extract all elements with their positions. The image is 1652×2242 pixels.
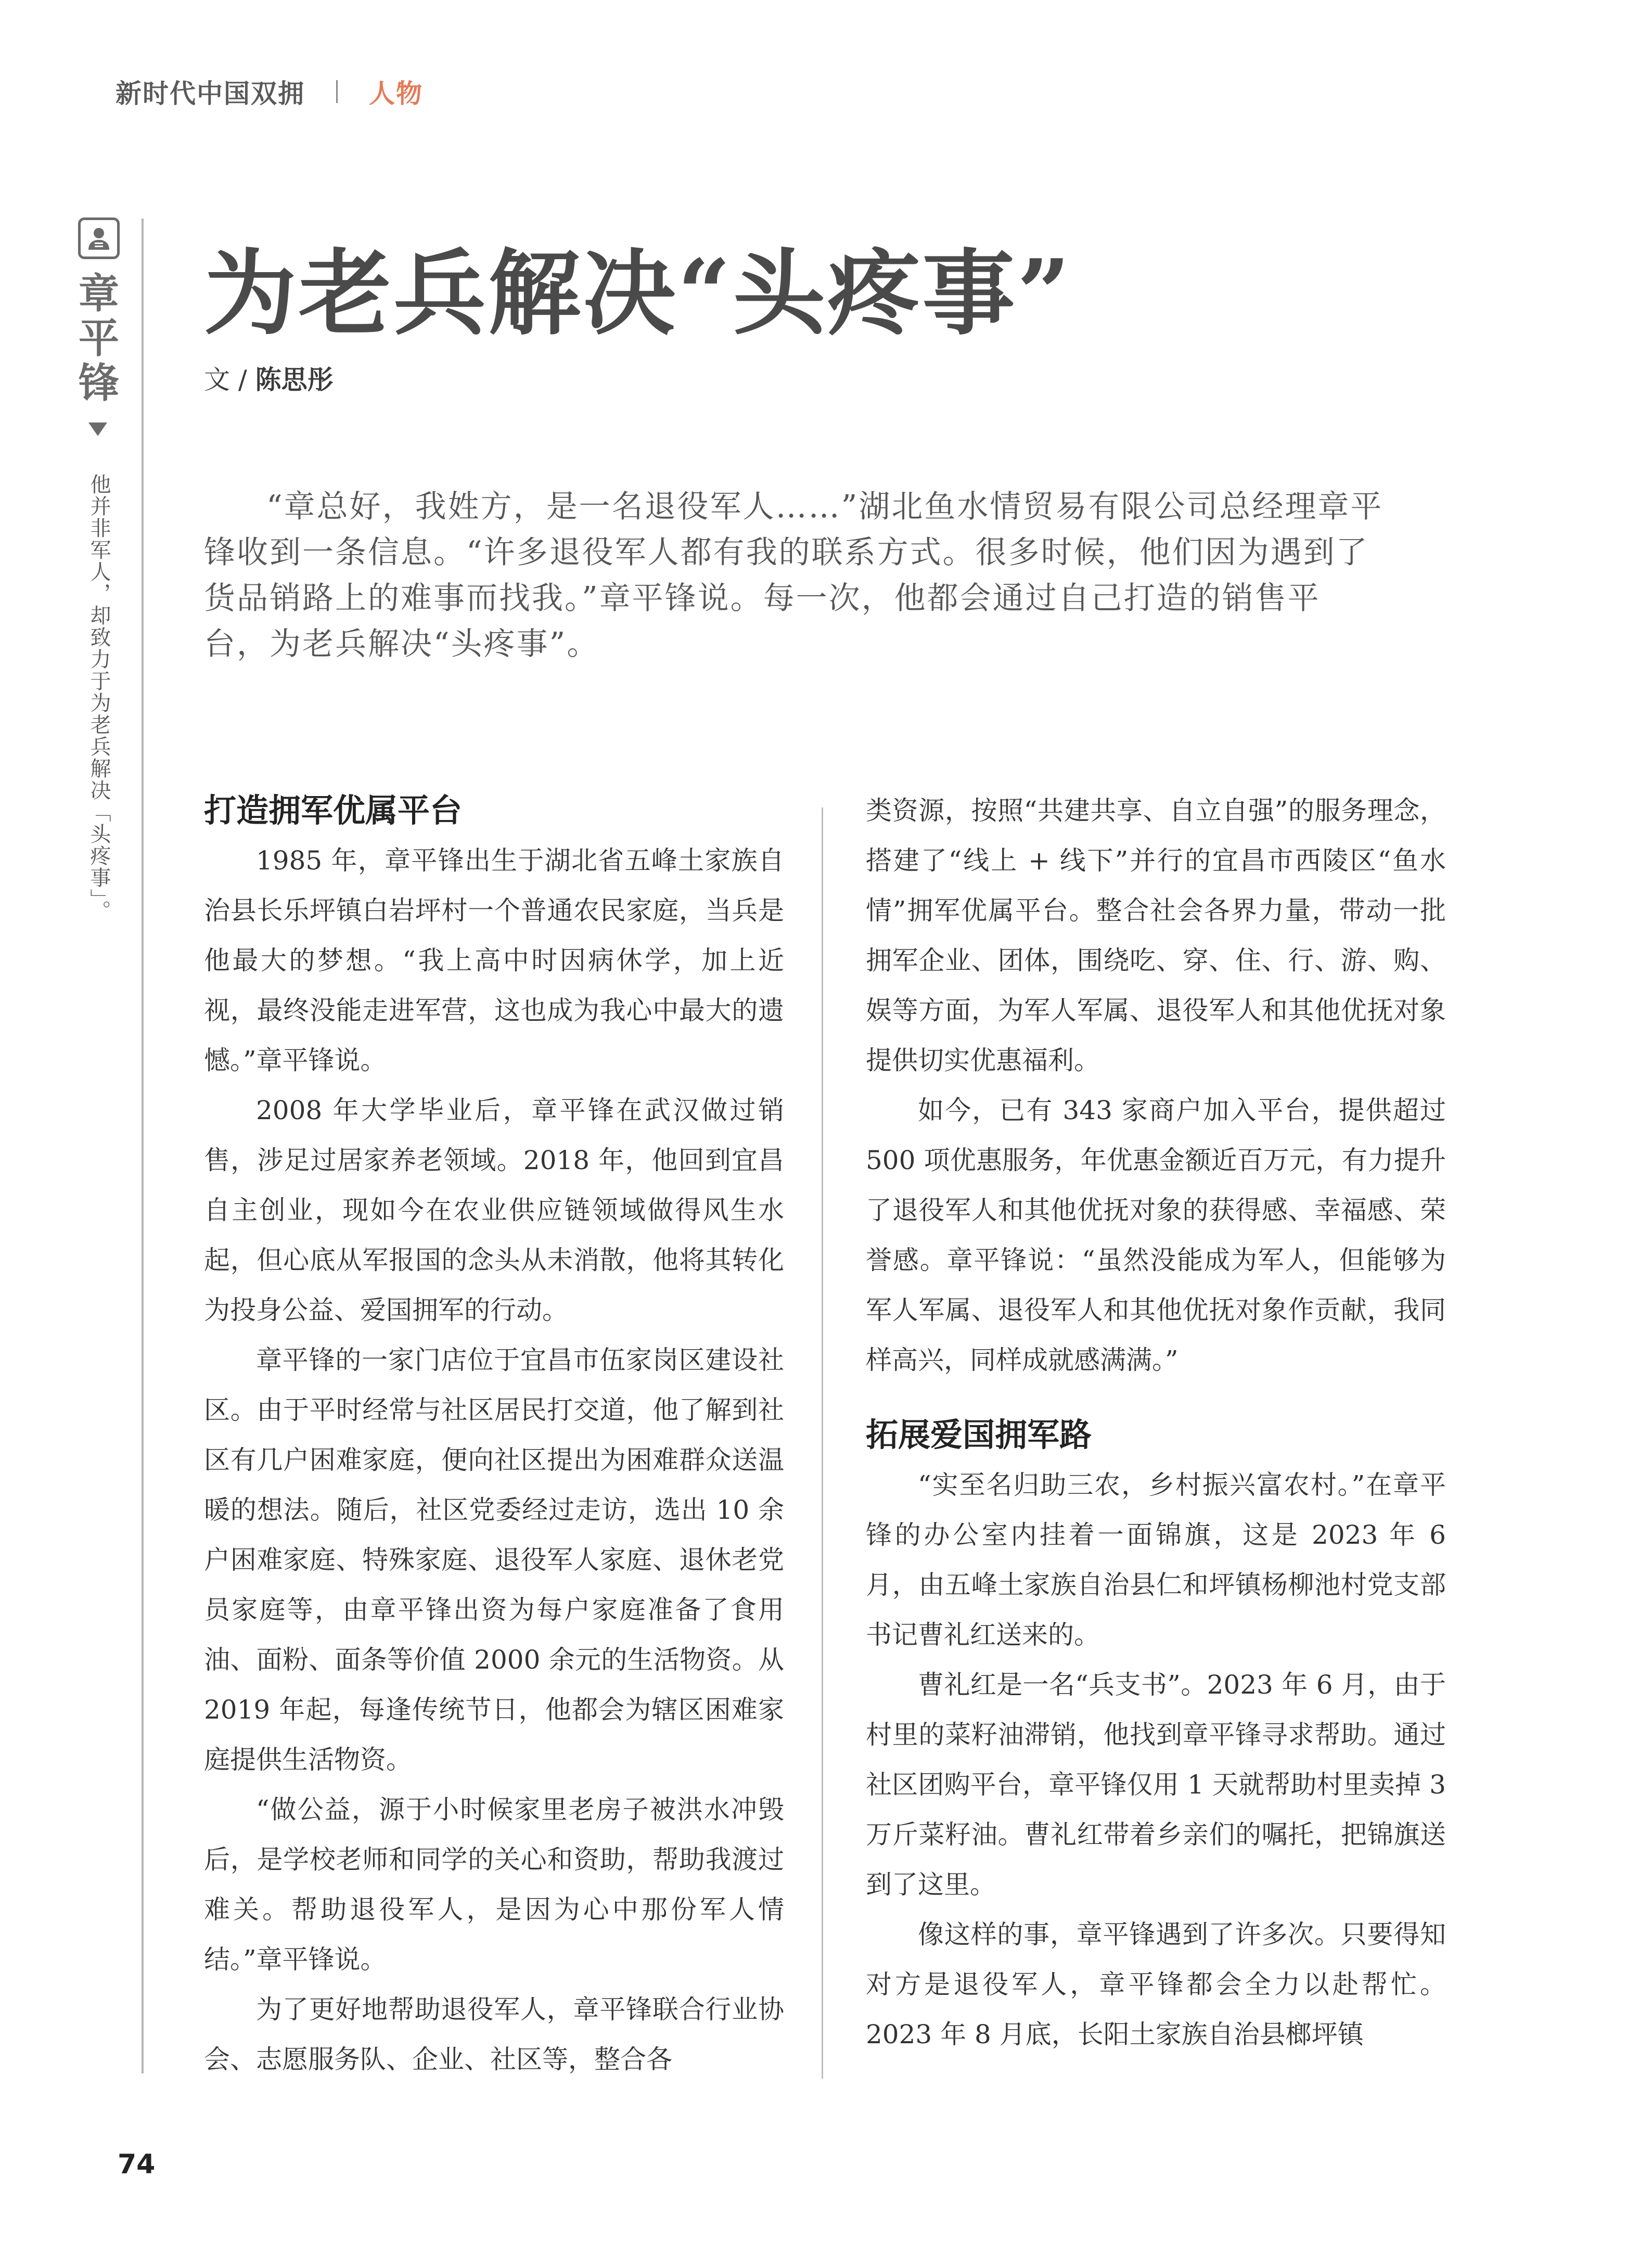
byline-author: 陈思彤 bbox=[255, 365, 334, 395]
body-paragraph: “实至名归助三农，乡村振兴富农村。”在章平锋的办公室内挂着一面锦旗，这是 2023 年 6 月，由五峰土家族自治县仁和坪镇杨柳池村党支部书记曹礼红送来的。 bbox=[866, 1470, 1446, 1650]
sidebar-tagline: 他并非军人，却致力于为老兵解决「头疼事」。 bbox=[87, 473, 111, 922]
sidebar-name-char: 章 bbox=[78, 270, 119, 317]
right-column bbox=[866, 786, 1446, 2059]
header-divider bbox=[336, 80, 338, 103]
triangle-down-icon bbox=[88, 422, 107, 436]
magazine-name: 新时代中国双拥 bbox=[116, 79, 305, 109]
body-paragraph: 曹礼红是一名“兵支书”。2023 年 6 月，由于村里的菜籽油滞销，他找到章平锋寻求帮助。通过社区团购平台，章平锋仅用 1 天就帮助村里卖掉 3 万斤菜籽油。曹礼红带着乡亲们的嘱托，把锦旗送到了这里。 bbox=[866, 1670, 1446, 1900]
article-title: 为老兵解决“头疼事” bbox=[204, 239, 1072, 348]
byline bbox=[204, 359, 334, 396]
body-paragraph: 1985 年，章平锋出生于湖北省五峰土家族自治县长乐坪镇白岩坪村一个普通农民家庭，当兵是他最大的梦想。“我上高中时因病休学，加上近视，最终没能走进军营，这也成为我心中最大的遗憾。”章平锋说。 bbox=[204, 845, 784, 1075]
body-paragraph-continued: 类资源，按照“共建共享、自立自强”的服务理念，搭建了“线上 + 线下”并行的宜昌市西陵区“鱼水情”拥军优属平台。整合社会各界力量，带动一批拥军企业、团体，围绕吃、穿、住、行、游、购、娱等方面，为军人军属、退役军人和其他优抚对象提供切实优惠福利。 bbox=[866, 796, 1446, 1075]
body-paragraph: 像这样的事，章平锋遇到了许多次。只要得知对方是退役军人，章平锋都会全力以赴帮忙。2023 年 8 月底，长阳土家族自治县榔坪镇 bbox=[866, 1919, 1446, 2049]
running-header bbox=[116, 71, 423, 112]
sidebar-person-name bbox=[78, 272, 120, 406]
section-heading: 拓展爱国拥军路 bbox=[866, 1416, 1092, 1454]
sidebar-name-char: 平 bbox=[78, 315, 119, 362]
section-name: 人物 bbox=[369, 79, 423, 109]
column-divider bbox=[822, 808, 823, 2079]
left-column bbox=[204, 786, 784, 2084]
page-number: 74 bbox=[118, 2149, 156, 2180]
article-lead: “章总好，我姓方，是一名退役军人……”湖北鱼水情贸易有限公司总经理章平锋收到一条信息。“许多退役军人都有我的联系方式。很多时候，他们因为遇到了货品销路上的难事而找我。”章平锋说。每一次，他都会通过自己打造的销售平台，为老兵解决“头疼事”。 bbox=[204, 489, 1384, 662]
body-paragraph: 为了更好地帮助退役军人，章平锋联合行业协会、志愿服务队、企业、社区等，整合各 bbox=[204, 1994, 784, 2074]
body-paragraph: 如今，已有 343 家商户加入平台，提供超过 500 项优惠服务，年优惠金额近百万元，有力提升了退役军人和其他优抚对象的获得感、幸福感、荣誉感。章平锋说：“虽然没能成为军人，但能够为军人军属、退役军人和其他优抚对象作贡献，我同样高兴，同样成就感满满。” bbox=[866, 1095, 1446, 1375]
sidebar-rule bbox=[142, 219, 144, 2073]
byline-prefix: 文 / bbox=[204, 365, 255, 395]
body-paragraph: 2008 年大学毕业后，章平锋在武汉做过销售，涉足过居家养老领域。2018 年，他回到宜昌自主创业，现如今在农业供应链领域做得风生水起，但心底从军报国的念头从未消散，他将其转化为投身公益、爱国拥军的行动。 bbox=[204, 1095, 784, 1325]
person-icon bbox=[78, 217, 120, 259]
section-heading: 打造拥军优属平台 bbox=[204, 791, 463, 829]
body-paragraph: 章平锋的一家门店位于宜昌市伍家岗区建设社区。由于平时经常与社区居民打交道，他了解到社区有几户困难家庭，便向社区提出为困难群众送温暖的想法。随后，社区党委经过走访，选出 10 余户困难家庭、特殊家庭、退役军人家庭、退休老党员家庭等，由章平锋出资为每户家庭准备了食用油、面粉、面条等价值 2000 余元的生活物资。从 2019 年起，每逢传统节日，他都会为辖区困难家庭提供生活物资。 bbox=[204, 1345, 784, 1775]
body-paragraph: “做公益，源于小时候家里老房子被洪水冲毁后，是学校老师和同学的关心和资助，帮助我渡过难关。帮助退役军人，是因为心中那份军人情结。”章平锋说。 bbox=[204, 1795, 784, 1975]
sidebar-name-char: 锋 bbox=[78, 360, 119, 407]
